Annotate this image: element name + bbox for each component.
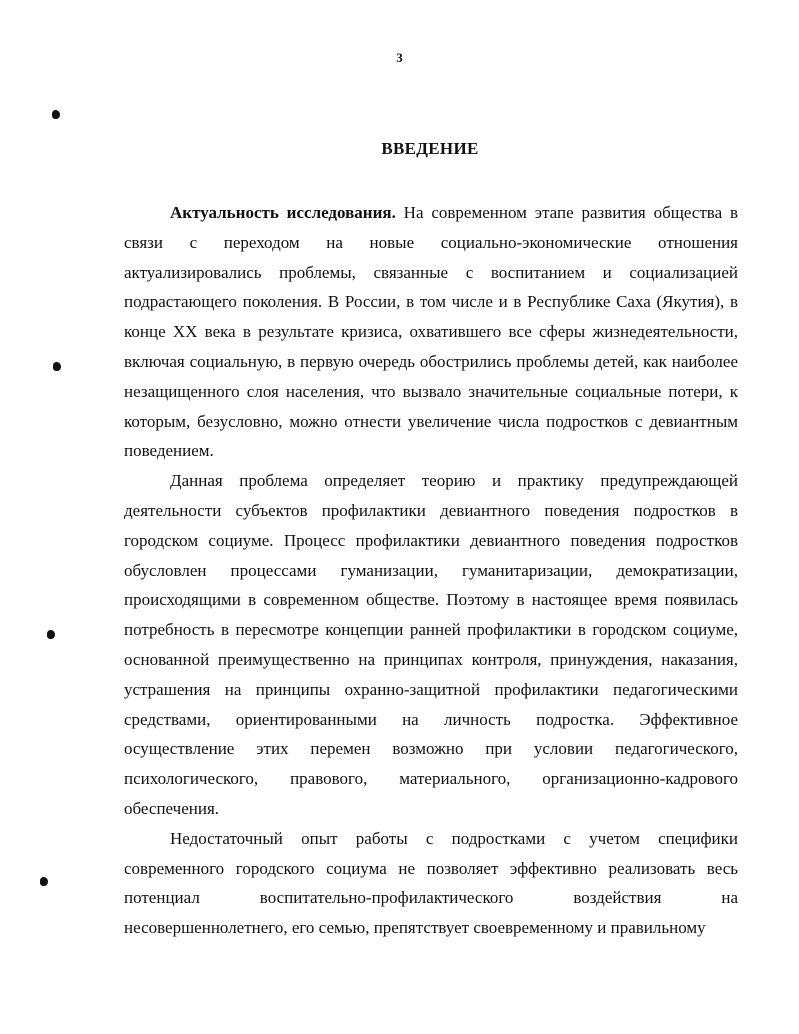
paragraph <box>124 824 738 943</box>
section-heading: ВВЕДЕНИЕ <box>381 139 479 158</box>
paragraph-text: Данная проблема определяет теорию и практику предупреждающей деятельности субъектов профилактики девиантного поведения подростков в городском социуме. Процесс профилактики девиантного поведения подростков обусловлен процессами гуманизации, гуманитаризации, демократизации, происходящими в современном обществе. Поэтому в настоящее время появилась потребность в пересмотре концепции ранней профилактики в городском социуме, основанной преимущественно на принципах контроля, принуждения, наказания, устрашения на принципы охранно-защитной профилактики педагогическими средствами, ориентированными на личность подростка. Эффективное осуществление этих перемен возможно при условии педагогического, психологического, правового, материального, организационно-кадрового обеспечения. <box>124 471 738 818</box>
body-text <box>124 198 738 943</box>
page-number: 3 <box>396 50 403 65</box>
binding-hole-mark <box>52 110 60 119</box>
paragraph-text: На современном этапе развития общества в связи с переходом на новые социально-экономические отношения актуализировались проблемы, связанные с воспитанием и социализацией подрастающего поколения. В России, в том числе и в Республике Саха (Якутия), в конце XX века в результате кризиса, охватившего все сферы жизнедеятельности, включая социальную, в первую очередь обострились проблемы детей, как наиболее незащищенного слоя населения, что вызвало значительные социальные потери, к которым, безусловно, можно отнести увеличение числа подростков с девиантным поведением. <box>124 203 738 461</box>
binding-hole-mark <box>47 630 55 639</box>
paragraph-lead: Актуальность исследования. <box>170 203 396 222</box>
binding-hole-mark <box>40 877 48 886</box>
paragraph <box>124 466 738 824</box>
paragraph <box>124 198 738 466</box>
paragraph-text: Недостаточный опыт работы с подростками с учетом специфики современного городского социума не позволяет эффективно реализовать весь потенциал воспитательно-профилактического воздействия на несовершеннолетнего, его семью, препятствует своевременному и правильному <box>124 828 738 938</box>
binding-hole-mark <box>53 362 61 371</box>
